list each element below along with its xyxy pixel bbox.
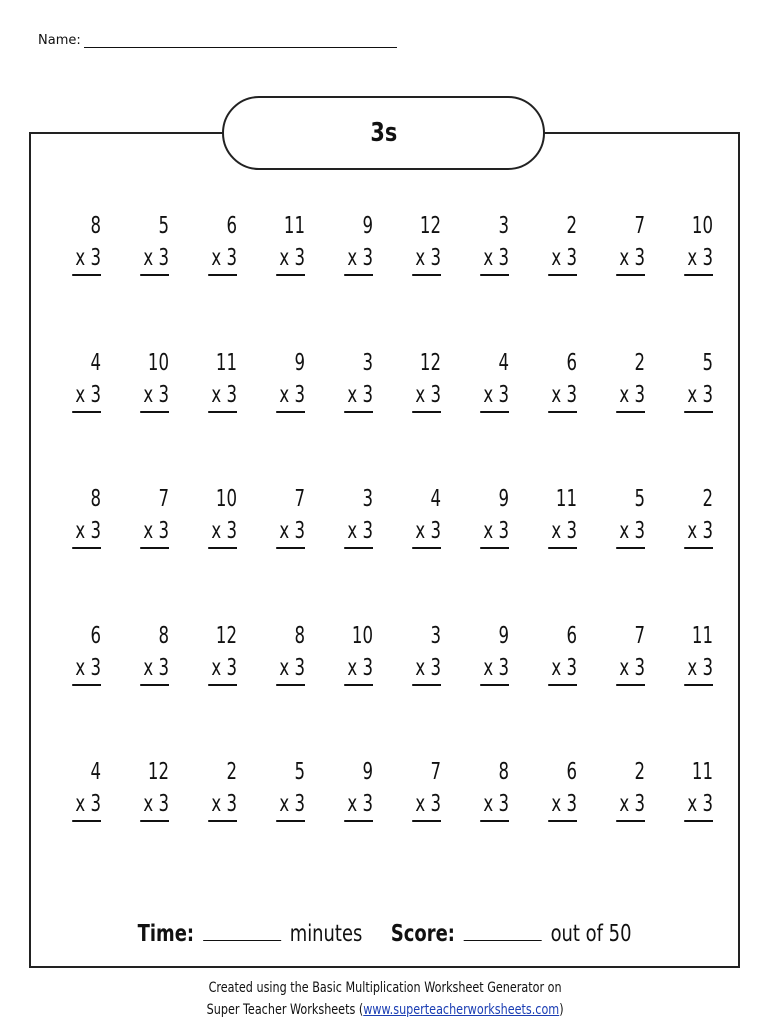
multiplicand: 8 xyxy=(158,623,169,649)
multiplier: x 3 xyxy=(208,788,237,822)
problem-r3-c8 xyxy=(548,483,577,549)
problem-r3-c10 xyxy=(684,483,713,549)
multiplicand: 10 xyxy=(147,350,169,376)
multiplier: x 3 xyxy=(548,379,577,413)
problem-r3-c4 xyxy=(276,483,305,549)
multiplier: x 3 xyxy=(140,515,169,549)
problem-r2-c6 xyxy=(412,347,441,413)
multiplicand: 7 xyxy=(294,486,305,512)
out-of-text: out of 50 xyxy=(551,921,632,947)
worksheet-title: 3s xyxy=(370,118,397,148)
problem-r1-c1 xyxy=(72,210,101,276)
problem-r3-c9 xyxy=(616,483,645,549)
credit-link[interactable]: www.superteacherworksheets.com xyxy=(363,1002,560,1018)
multiplicand: 2 xyxy=(634,350,645,376)
multiplier: x 3 xyxy=(684,379,713,413)
multiplier: x 3 xyxy=(616,379,645,413)
multiplier: x 3 xyxy=(72,515,101,549)
multiplicand: 2 xyxy=(566,213,577,239)
problem-r1-c9 xyxy=(616,210,645,276)
problem-r1-c5 xyxy=(344,210,373,276)
problem-r5-c1 xyxy=(72,756,101,822)
problem-r3-c3 xyxy=(208,483,237,549)
problem-r2-c7 xyxy=(480,347,509,413)
credit-line-1: Created using the Basic Multiplication Worksheet Generator on xyxy=(208,980,562,996)
multiplicand: 6 xyxy=(90,623,101,649)
multiplicand: 11 xyxy=(215,350,237,376)
problem-r5-c4 xyxy=(276,756,305,822)
multiplier: x 3 xyxy=(412,515,441,549)
multiplicand: 6 xyxy=(566,759,577,785)
problem-r3-c5 xyxy=(344,483,373,549)
multiplier: x 3 xyxy=(276,788,305,822)
problem-r1-c2 xyxy=(140,210,169,276)
multiplicand: 3 xyxy=(498,213,509,239)
multiplicand: 11 xyxy=(691,623,713,649)
multiplicand: 2 xyxy=(226,759,237,785)
problem-r4-c4 xyxy=(276,620,305,686)
multiplicand: 12 xyxy=(147,759,169,785)
credit-footer xyxy=(0,977,770,1021)
problem-r1-c8 xyxy=(548,210,577,276)
multiplicand: 9 xyxy=(294,350,305,376)
multiplier: x 3 xyxy=(208,652,237,686)
multiplicand: 3 xyxy=(362,350,373,376)
problem-r5-c10 xyxy=(684,756,713,822)
multiplicand: 2 xyxy=(702,486,713,512)
score-label: Score: xyxy=(391,921,456,947)
problem-r3-c2 xyxy=(140,483,169,549)
multiplicand: 12 xyxy=(419,350,441,376)
multiplicand: 6 xyxy=(226,213,237,239)
problem-r4-c10 xyxy=(684,620,713,686)
multiplier: x 3 xyxy=(480,242,509,276)
problem-r2-c1 xyxy=(72,347,101,413)
problem-r2-c8 xyxy=(548,347,577,413)
multiplier: x 3 xyxy=(276,379,305,413)
multiplier: x 3 xyxy=(276,242,305,276)
multiplier: x 3 xyxy=(548,242,577,276)
multiplier: x 3 xyxy=(684,242,713,276)
problem-r5-c6 xyxy=(412,756,441,822)
multiplicand: 2 xyxy=(634,759,645,785)
multiplicand: 5 xyxy=(634,486,645,512)
problem-r5-c5 xyxy=(344,756,373,822)
name-label: Name: xyxy=(38,33,81,48)
problem-r1-c6 xyxy=(412,210,441,276)
problem-r1-c7 xyxy=(480,210,509,276)
multiplier: x 3 xyxy=(140,788,169,822)
multiplier: x 3 xyxy=(480,788,509,822)
problem-r4-c9 xyxy=(616,620,645,686)
multiplier: x 3 xyxy=(412,788,441,822)
credit-line-2-prefix: Super Teacher Worksheets ( xyxy=(206,1002,364,1018)
problem-r5-c7 xyxy=(480,756,509,822)
multiplicand: 9 xyxy=(362,759,373,785)
multiplicand: 12 xyxy=(215,623,237,649)
problem-r1-c10 xyxy=(684,210,713,276)
multiplier: x 3 xyxy=(684,652,713,686)
problem-r4-c6 xyxy=(412,620,441,686)
multiplicand: 11 xyxy=(555,486,577,512)
multiplier: x 3 xyxy=(616,242,645,276)
problem-r5-c2 xyxy=(140,756,169,822)
multiplicand: 4 xyxy=(90,759,101,785)
multiplier: x 3 xyxy=(412,652,441,686)
multiplicand: 5 xyxy=(158,213,169,239)
multiplicand: 6 xyxy=(566,623,577,649)
problem-r3-c6 xyxy=(412,483,441,549)
multiplicand: 5 xyxy=(294,759,305,785)
multiplier: x 3 xyxy=(344,788,373,822)
problem-r3-c1 xyxy=(72,483,101,549)
multiplier: x 3 xyxy=(208,515,237,549)
problem-r5-c9 xyxy=(616,756,645,822)
multiplicand: 3 xyxy=(362,486,373,512)
multiplier: x 3 xyxy=(140,652,169,686)
problem-r4-c3 xyxy=(208,620,237,686)
multiplicand: 4 xyxy=(90,350,101,376)
multiplicand: 10 xyxy=(351,623,373,649)
multiplier: x 3 xyxy=(208,379,237,413)
multiplier: x 3 xyxy=(548,652,577,686)
problem-r5-c3 xyxy=(208,756,237,822)
multiplier: x 3 xyxy=(140,242,169,276)
multiplicand: 9 xyxy=(362,213,373,239)
problem-r4-c8 xyxy=(548,620,577,686)
multiplier: x 3 xyxy=(548,515,577,549)
time-label: Time: xyxy=(138,921,195,947)
multiplicand: 6 xyxy=(566,350,577,376)
multiplicand: 8 xyxy=(90,213,101,239)
problem-r2-c2 xyxy=(140,347,169,413)
problem-r4-c2 xyxy=(140,620,169,686)
multiplicand: 12 xyxy=(419,213,441,239)
problem-r4-c5 xyxy=(344,620,373,686)
problem-r2-c3 xyxy=(208,347,237,413)
multiplicand: 4 xyxy=(498,350,509,376)
minutes-text: minutes xyxy=(290,921,363,947)
score-blank[interactable] xyxy=(464,920,542,941)
multiplicand: 10 xyxy=(691,213,713,239)
multiplicand: 7 xyxy=(430,759,441,785)
multiplier: x 3 xyxy=(72,242,101,276)
multiplier: x 3 xyxy=(616,515,645,549)
multiplier: x 3 xyxy=(72,788,101,822)
multiplier: x 3 xyxy=(480,515,509,549)
multiplicand: 3 xyxy=(430,623,441,649)
multiplicand: 7 xyxy=(634,623,645,649)
multiplier: x 3 xyxy=(616,788,645,822)
problem-r4-c1 xyxy=(72,620,101,686)
problem-r3-c7 xyxy=(480,483,509,549)
problem-r2-c10 xyxy=(684,347,713,413)
multiplier: x 3 xyxy=(276,652,305,686)
multiplicand: 8 xyxy=(294,623,305,649)
problem-r1-c4 xyxy=(276,210,305,276)
multiplier: x 3 xyxy=(480,652,509,686)
multiplicand: 11 xyxy=(691,759,713,785)
multiplier: x 3 xyxy=(276,515,305,549)
multiplicand: 8 xyxy=(90,486,101,512)
multiplier: x 3 xyxy=(72,652,101,686)
problem-r5-c8 xyxy=(548,756,577,822)
multiplier: x 3 xyxy=(72,379,101,413)
multiplicand: 4 xyxy=(430,486,441,512)
multiplier: x 3 xyxy=(412,242,441,276)
multiplier: x 3 xyxy=(684,788,713,822)
multiplicand: 9 xyxy=(498,623,509,649)
multiplicand: 7 xyxy=(634,213,645,239)
multiplier: x 3 xyxy=(344,379,373,413)
multiplicand: 5 xyxy=(702,350,713,376)
multiplier: x 3 xyxy=(344,515,373,549)
multiplier: x 3 xyxy=(480,379,509,413)
footer-score-line xyxy=(0,920,770,947)
multiplicand: 7 xyxy=(158,486,169,512)
problem-r4-c7 xyxy=(480,620,509,686)
multiplicand: 9 xyxy=(498,486,509,512)
problem-r2-c4 xyxy=(276,347,305,413)
multiplier: x 3 xyxy=(208,242,237,276)
multiplier: x 3 xyxy=(684,515,713,549)
multiplier: x 3 xyxy=(616,652,645,686)
multiplicand: 8 xyxy=(498,759,509,785)
credit-line-2-suffix: ) xyxy=(559,1002,564,1018)
multiplier: x 3 xyxy=(344,242,373,276)
problem-r2-c5 xyxy=(344,347,373,413)
multiplier: x 3 xyxy=(140,379,169,413)
time-blank[interactable] xyxy=(203,920,281,941)
problem-r1-c3 xyxy=(208,210,237,276)
problem-r2-c9 xyxy=(616,347,645,413)
multiplier: x 3 xyxy=(548,788,577,822)
multiplier: x 3 xyxy=(344,652,373,686)
multiplicand: 10 xyxy=(215,486,237,512)
multiplier: x 3 xyxy=(412,379,441,413)
multiplicand: 11 xyxy=(283,213,305,239)
